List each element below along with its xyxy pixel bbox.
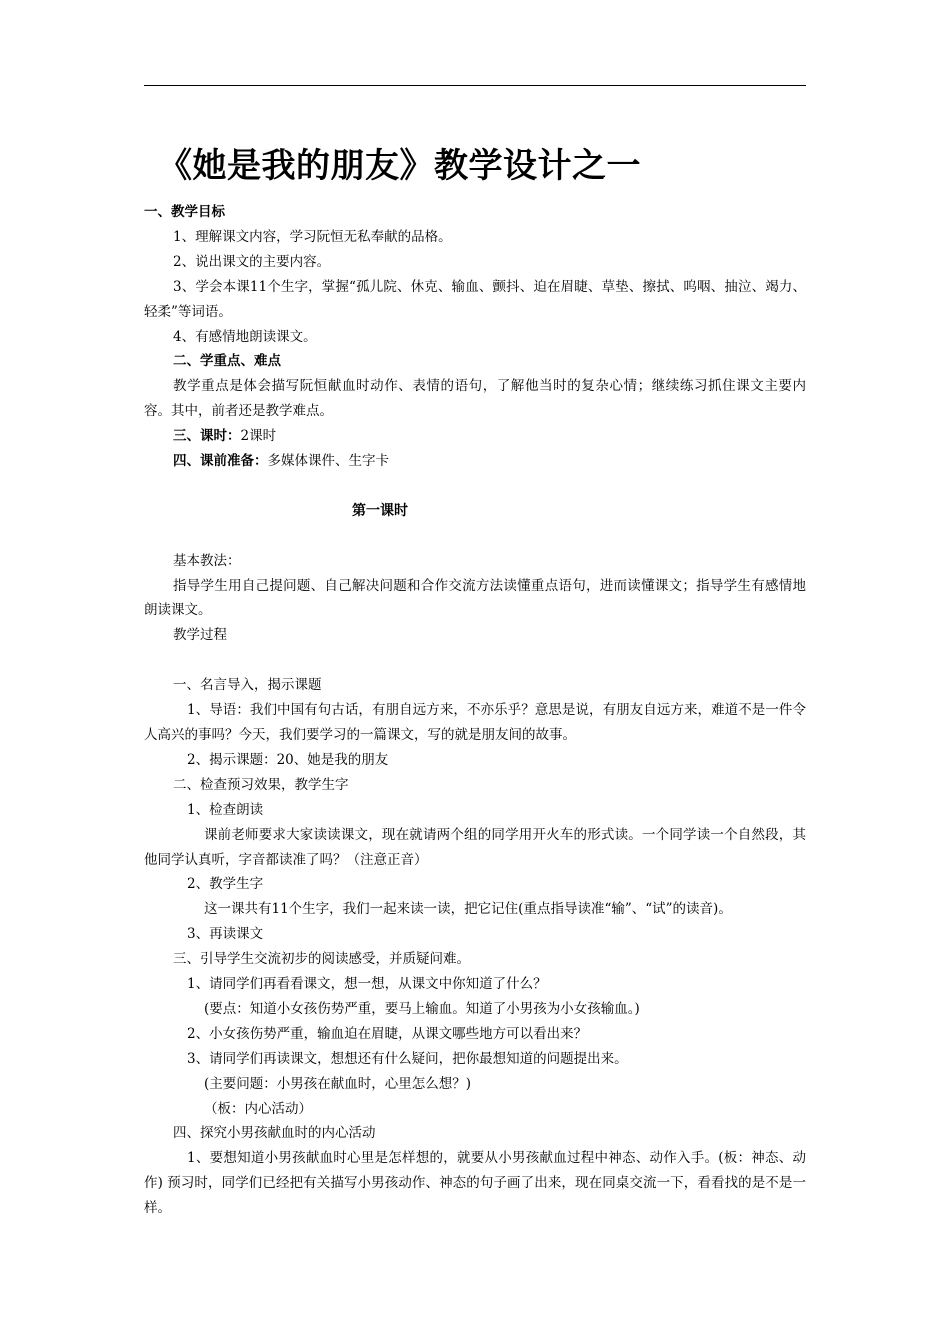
process-item: 1、检查朗读 [187, 801, 264, 818]
section-preparation [144, 449, 806, 474]
document-body [144, 200, 806, 1221]
board-note: （板：内心活动） [204, 1100, 312, 1117]
goal-item: 3、学会本课11个生字，掌握“孤儿院、休克、输血、颤抖、迫在眉睫、草垫、擦拭、呜咽、抽泣、竭力、轻柔”等词语。 [144, 278, 806, 320]
periods-label: 三、课时： [173, 428, 241, 445]
section-heading-goals: 一、教学目标 [144, 204, 225, 220]
goal-item: 1、理解课文内容，学习阮恒无私奉献的品格。 [173, 228, 452, 245]
process-item-note: (主要问题：小男孩在献血时，心里怎么想？) [204, 1075, 472, 1092]
process-item: 1、要想知道小男孩献血时心里是怎样想的，就要从小男孩献血过程中神态、动作入手。(板：神态、动作) 预习时，同学们已经把有关描写小男孩动作、神态的句子画了出来，现在同桌交流一下，看看找的是不是一样。 [144, 1150, 806, 1217]
process-item: 2、教学生字 [187, 876, 264, 893]
process-item: 1、请同学们再看看课文，想一想，从课文中你知道了什么？ [187, 976, 547, 993]
header-rule [144, 85, 806, 86]
process-item-text: 这一课共有11个生字，我们一起来读一读，把它记住(重点指导读准“输”、“试”的读音)。 [204, 901, 732, 918]
section-periods [144, 424, 806, 449]
keypoints-text: 教学重点是体会描写阮恒献血时动作、表情的语句，了解他当时的复杂心情；继续练习抓住课文主要内容。其中，前者还是教学难点。 [144, 378, 806, 420]
spacer [144, 524, 806, 549]
method-label: 基本教法： [173, 552, 241, 569]
process-step-heading: 三、引导学生交流初步的阅读感受，并质疑问难。 [173, 951, 470, 968]
goal-item: 2、说出课文的主要内容。 [173, 253, 331, 270]
process-item: 2、揭示课题：20、她是我的朋友 [187, 751, 389, 768]
process-item: 3、请同学们再读课文，想想还有什么疑问，把你最想知道的问题提出来。 [187, 1050, 628, 1067]
preparation-value: 多媒体课件、生字卡 [267, 453, 389, 470]
document-title: 《她是我的朋友》教学设计之一 [158, 146, 641, 186]
process-step-heading: 一、名言导入，揭示课题 [173, 677, 322, 694]
method-text: 指导学生用自己提问题、自己解决问题和合作交流方法读懂重点语句，进而读懂课文；指导学生有感情地朗读课文。 [144, 577, 806, 619]
process-item: 1、导语：我们中国有句古话，有朋自远方来，不亦乐乎？意思是说，有朋友自远方来，难道不是一件令人高兴的事吗？今天，我们要学习的一篇课文，写的就是朋友间的故事。 [144, 702, 806, 743]
section-heading-keypoints: 二、学重点、难点 [173, 353, 281, 370]
periods-value: 2课时 [240, 428, 277, 445]
goal-item: 4、有感情地朗读课文。 [173, 328, 317, 345]
process-item-text: 课前老师要求大家读读课文，现在就请两个组的同学用开火车的形式读。一个同学读一个自然段，其他同学认真听，字音都读准了吗？（注意正音） [144, 826, 806, 868]
process-item: 3、再读课文 [187, 926, 264, 943]
spacer [144, 648, 806, 673]
process-item-note: (要点：知道小女孩伤势严重，要马上输血。知道了小男孩为小女孩输血。) [204, 1000, 640, 1017]
spacer [144, 474, 806, 499]
preparation-label: 四、课前准备： [173, 453, 268, 470]
process-item: 2、小女孩伤势严重，输血迫在眉睫，从课文哪些地方可以看出来？ [187, 1025, 588, 1042]
process-step-heading: 二、检查预习效果，教学生字 [173, 776, 349, 793]
lesson-heading: 第一课时 [352, 502, 408, 519]
process-label: 教学过程 [173, 627, 227, 644]
process-step-heading: 四、探究小男孩献血时的内心活动 [173, 1125, 376, 1142]
